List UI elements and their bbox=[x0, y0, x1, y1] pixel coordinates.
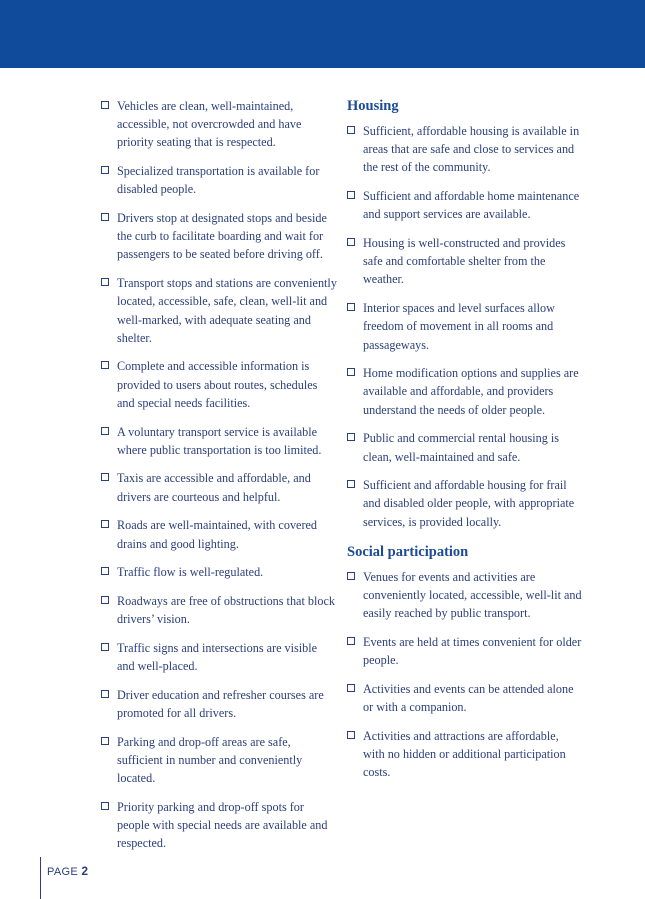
checklist-item bbox=[101, 274, 337, 347]
checkbox-icon[interactable] bbox=[101, 520, 109, 528]
checkbox-icon[interactable] bbox=[101, 473, 109, 481]
checkbox-icon[interactable] bbox=[101, 101, 109, 109]
checkbox-icon[interactable] bbox=[101, 690, 109, 698]
checkbox-icon[interactable] bbox=[347, 731, 355, 739]
checklist-item-text: Complete and accessible information is provided to users about routes, schedules and special needs facilities. bbox=[117, 359, 318, 410]
checklist-item-text: Drivers stop at designated stops and beside the curb to facilitate boarding and wait for passengers to be seated before driving off. bbox=[117, 211, 327, 262]
page-number: 2 bbox=[81, 864, 89, 878]
checklist-item bbox=[347, 568, 583, 623]
checklist-item-text: Activities and attractions are affordable, with no hidden or additional participation costs. bbox=[363, 728, 566, 780]
checklist-item bbox=[101, 469, 337, 505]
page-label: PAGE bbox=[47, 866, 78, 878]
checklist-item-text: Parking and drop-off areas are safe, sufficient in number and conveniently located. bbox=[117, 734, 303, 786]
right-column bbox=[347, 97, 583, 792]
left-column bbox=[101, 97, 337, 863]
transport-checklist bbox=[101, 97, 337, 852]
checklist-item-text: Traffic signs and intersections are visible and well-placed. bbox=[117, 640, 318, 674]
checklist-item bbox=[101, 639, 337, 675]
checklist-item-text: Transport stops and stations are conveniently located, accessible, safe, clean, well-lit and well-marked, with adequate seating and shelter. bbox=[117, 276, 337, 345]
housing-heading: Housing bbox=[347, 98, 399, 114]
checklist-item bbox=[347, 187, 583, 223]
checkbox-icon[interactable] bbox=[347, 238, 355, 246]
page-footer bbox=[47, 864, 88, 878]
checklist-item bbox=[101, 516, 337, 552]
housing-checklist bbox=[347, 122, 583, 531]
checkbox-icon[interactable] bbox=[101, 213, 109, 221]
checklist-item-text: Events are held at times convenient for older people. bbox=[363, 634, 582, 668]
checklist-item-text: Specialized transportation is available for disabled people. bbox=[117, 164, 320, 197]
header-band bbox=[0, 0, 645, 68]
checklist-item bbox=[101, 357, 337, 412]
checklist-item-text: Venues for events and activities are conveniently located, accessible, well-lit and easily reached by public transport. bbox=[363, 569, 582, 621]
checklist-item bbox=[347, 429, 583, 465]
checklist-item-text: Sufficient, affordable housing is available in areas that are safe and close to services and the rest of the community. bbox=[363, 124, 580, 175]
checklist-item bbox=[347, 727, 583, 782]
checkbox-icon[interactable] bbox=[101, 596, 109, 604]
checkbox-icon[interactable] bbox=[101, 361, 109, 369]
checkbox-icon[interactable] bbox=[347, 303, 355, 311]
checkbox-icon[interactable] bbox=[101, 643, 109, 651]
checklist-item-text: Home modification options and supplies are available and affordable, and providers understand the needs of older people. bbox=[363, 366, 579, 417]
checklist-item-text: Housing is well-constructed and provides safe and comfortable shelter from the weather. bbox=[363, 236, 566, 287]
checkbox-icon[interactable] bbox=[347, 572, 355, 580]
checklist-item bbox=[101, 209, 337, 264]
checklist-item-text: Driver education and refresher courses are promoted for all drivers. bbox=[117, 687, 324, 720]
checkbox-icon[interactable] bbox=[101, 278, 109, 286]
checklist-item bbox=[347, 299, 583, 354]
checklist-item-text: Interior spaces and level surfaces allow freedom of movement in all rooms and passageways. bbox=[363, 301, 555, 352]
checklist-item-text: Sufficient and affordable home maintenance and support services are available. bbox=[363, 189, 580, 222]
checklist-item bbox=[101, 686, 337, 722]
checkbox-icon[interactable] bbox=[101, 737, 109, 745]
checklist-item bbox=[101, 563, 337, 581]
checklist-item-text: Traffic flow is well-regulated. bbox=[117, 565, 264, 580]
checklist-item bbox=[347, 364, 583, 419]
checklist-item-text: Vehicles are clean, well-maintained, accessible, not overcrowded and have priority seating that is respected. bbox=[117, 99, 302, 150]
checklist-item-text: Public and commercial rental housing is clean, well-maintained and safe. bbox=[363, 431, 559, 464]
checkbox-icon[interactable] bbox=[347, 637, 355, 645]
checklist-item bbox=[347, 122, 583, 177]
checklist-item bbox=[347, 234, 583, 289]
checklist-item-text: Roads are well-maintained, with covered drains and good lighting. bbox=[117, 518, 318, 551]
checkbox-icon[interactable] bbox=[347, 126, 355, 134]
checklist-item bbox=[101, 423, 337, 459]
checkbox-icon[interactable] bbox=[347, 684, 355, 692]
checklist-item-text: A voluntary transport service is available where public transportation is too limited. bbox=[117, 424, 322, 457]
checkbox-icon[interactable] bbox=[101, 567, 109, 575]
checkbox-icon[interactable] bbox=[101, 802, 109, 810]
checklist-item-text: Sufficient and affordable housing for frail and disabled older people, with appropriate services, is provided locally. bbox=[363, 478, 575, 529]
checklist-item bbox=[101, 592, 337, 628]
checklist-item-text: Taxis are accessible and affordable, and drivers are courteous and helpful. bbox=[117, 471, 311, 504]
checkbox-icon[interactable] bbox=[347, 368, 355, 376]
checkbox-icon[interactable] bbox=[347, 480, 355, 488]
checklist-item bbox=[347, 680, 583, 716]
social-participation-heading: Social participation bbox=[347, 543, 469, 560]
checkbox-icon[interactable] bbox=[347, 433, 355, 441]
checklist-item-text: Priority parking and drop-off spots for people with special needs are available and respected. bbox=[117, 799, 328, 851]
checkbox-icon[interactable] bbox=[101, 166, 109, 174]
checkbox-icon[interactable] bbox=[101, 427, 109, 435]
checklist-item bbox=[101, 97, 337, 152]
checklist-item bbox=[101, 798, 337, 853]
checklist-item bbox=[101, 162, 337, 198]
social-participation-checklist bbox=[347, 568, 583, 782]
checklist-item-text: Activities and events can be attended alone or with a companion. bbox=[363, 681, 574, 715]
checklist-item-text: Roadways are free of obstructions that block drivers’ vision. bbox=[117, 593, 335, 627]
footer-rule bbox=[40, 857, 41, 899]
checklist-item bbox=[101, 733, 337, 788]
checkbox-icon[interactable] bbox=[347, 191, 355, 199]
checklist-item bbox=[347, 476, 583, 531]
checklist-item bbox=[347, 633, 583, 669]
